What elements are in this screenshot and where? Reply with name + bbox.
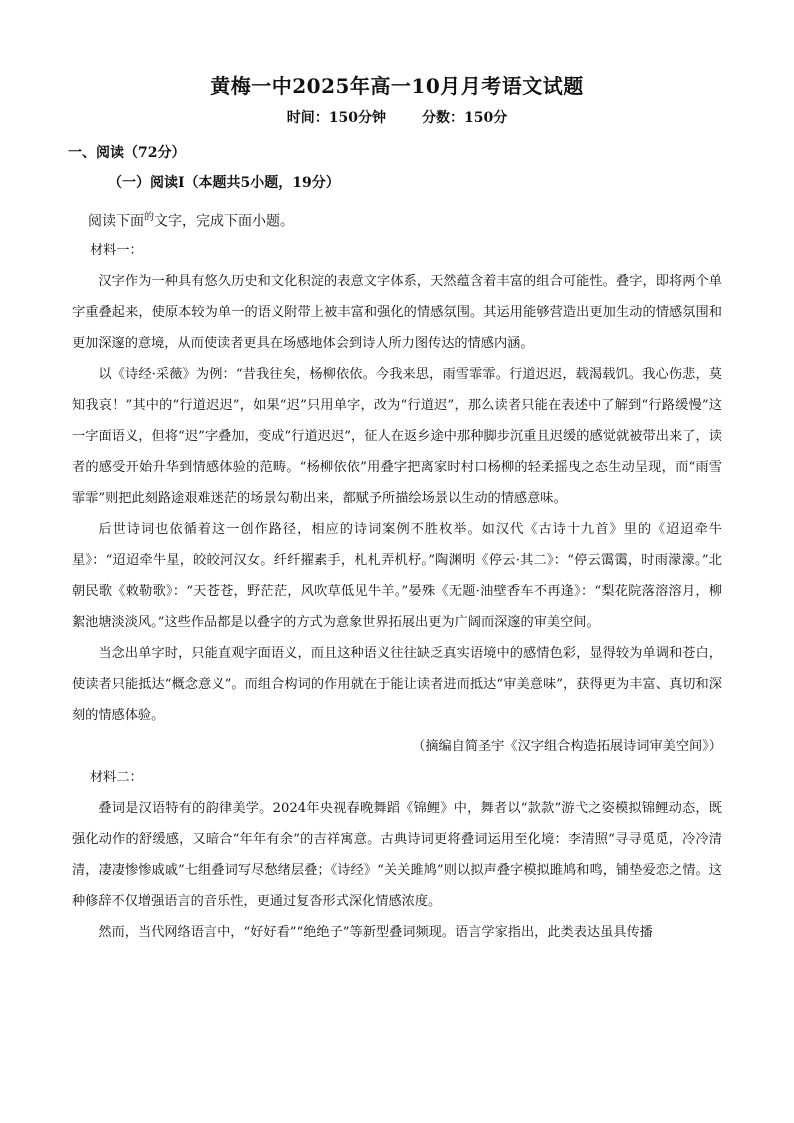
exam-meta	[0, 107, 794, 127]
exam-score: 分数：150分	[422, 110, 508, 126]
material2-label: 材料二：	[90, 770, 143, 785]
material2-paragraph: 然而，当代网络语言中，“好好看”“绝绝子”等新型叠词频现。语言学家指出，此类表达虽具传播	[98, 925, 653, 940]
exam-title: 黄梅一中2025年高一10月月考语文试题	[210, 74, 584, 98]
material1-paragraph: 以《诗经·采薇》为例：“昔我往矣，杨柳依依。今我来思，雨雪霏霏。行道迟迟，载渴载饥。我心伤悲，莫知我哀！”其中的“行道迟迟”，如果“迟”只用单字，改为“行道迟”，那么读者只能在表述中了解到“行路缓慢”这一字面语义，但将“迟”字叠加，变成“行道迟迟”，征人在返乡途中那种脚步沉重且迟缓的感觉就被带出来了，读者的感受开始升华到情感体验的范畴。“杨柳依依”用叠字把离家时村口杨柳的轻柔摇曳之态生动呈现，而“雨雪霏霏”则把此刻路途艰难迷茫的场景勾勒出来，都赋予所描绘场景以生动的情感意味。	[72, 367, 722, 506]
instruction: 阅读下面$^的$文字，完成下面小题。	[88, 212, 294, 230]
passage	[72, 235, 722, 948]
material1-source: （摘编自简圣宇《汉字组合构造拓展诗词审美空间》）	[412, 739, 722, 754]
material1-paragraph: 后世诗词也依循着这一创作路径，相应的诗词案例不胜枚举。如汉代《古诗十九首》里的《迢迢牵牛星》：“迢迢牵牛星，皎皎河汉女。纤纤擢素手，札札弄机杼。”陶渊明《停云·其二》：“停云霭霭，时雨濛濛。”北朝民歌《敕勒歌》：“天苍苍，野茫茫，风吹草低见牛羊。”晏殊《无题·油壁香车不再逢》：“梨花院落溶溶月，柳絮池塘淡淡风。”这些作品都是以叠字的方式为意象世界拓展出更为广阔而深邃的审美空间。	[72, 522, 722, 630]
material1-paragraph: 当念出单字时，只能直观字面语义，而且这种语义往往缺乏真实语境中的感情色彩，显得较为单调和苍白，使读者只能抵达“概念意义”。而组合构词的作用就在于能让读者进而抵达“审美意味”，获得更为丰富、真切和深刻的情感体验。	[72, 646, 722, 723]
material2-paragraph: 叠词是汉语特有的韵律美学。2024年央视春晚舞蹈《锦鲤》中，舞者以“款款”游弋之姿模拟锦鲤动态，既强化动作的舒缓感，又暗合“年年有余”的吉祥寓意。古典诗词更将叠词运用至化境：李清照“寻寻觅觅，冷冷清清，凄凄惨惨戚戚”七组叠词写尽愁绪层叠；《诗经》“关关雎鸠”则以拟声叠字模拟雎鸠和鸣，铺垫爱恋之情。这种修辞不仅增强语言的音乐性，更通过复沓形式深化情感浓度。	[72, 801, 722, 909]
material1-paragraph: 汉字作为一种具有悠久历史和文化积淀的表意文字体系，天然蕴含着丰富的组合可能性。叠字，即将两个单字重叠起来，使原本较为单一的语义附带上被丰富和强化的情感氛围。其运用能够营造出更加生动的情感氛围和更加深邃的意境，从而使读者更具在场感地体会到诗人所力图传达的情感内涵。	[72, 274, 722, 351]
material1-label: 材料一：	[90, 243, 143, 258]
section-heading: 一、阅读（72分）	[68, 145, 186, 161]
exam-time: 时间：150分钟	[286, 110, 386, 126]
subsection-heading: （一）阅读Ⅰ（本题共5小题，19分）	[108, 175, 340, 191]
